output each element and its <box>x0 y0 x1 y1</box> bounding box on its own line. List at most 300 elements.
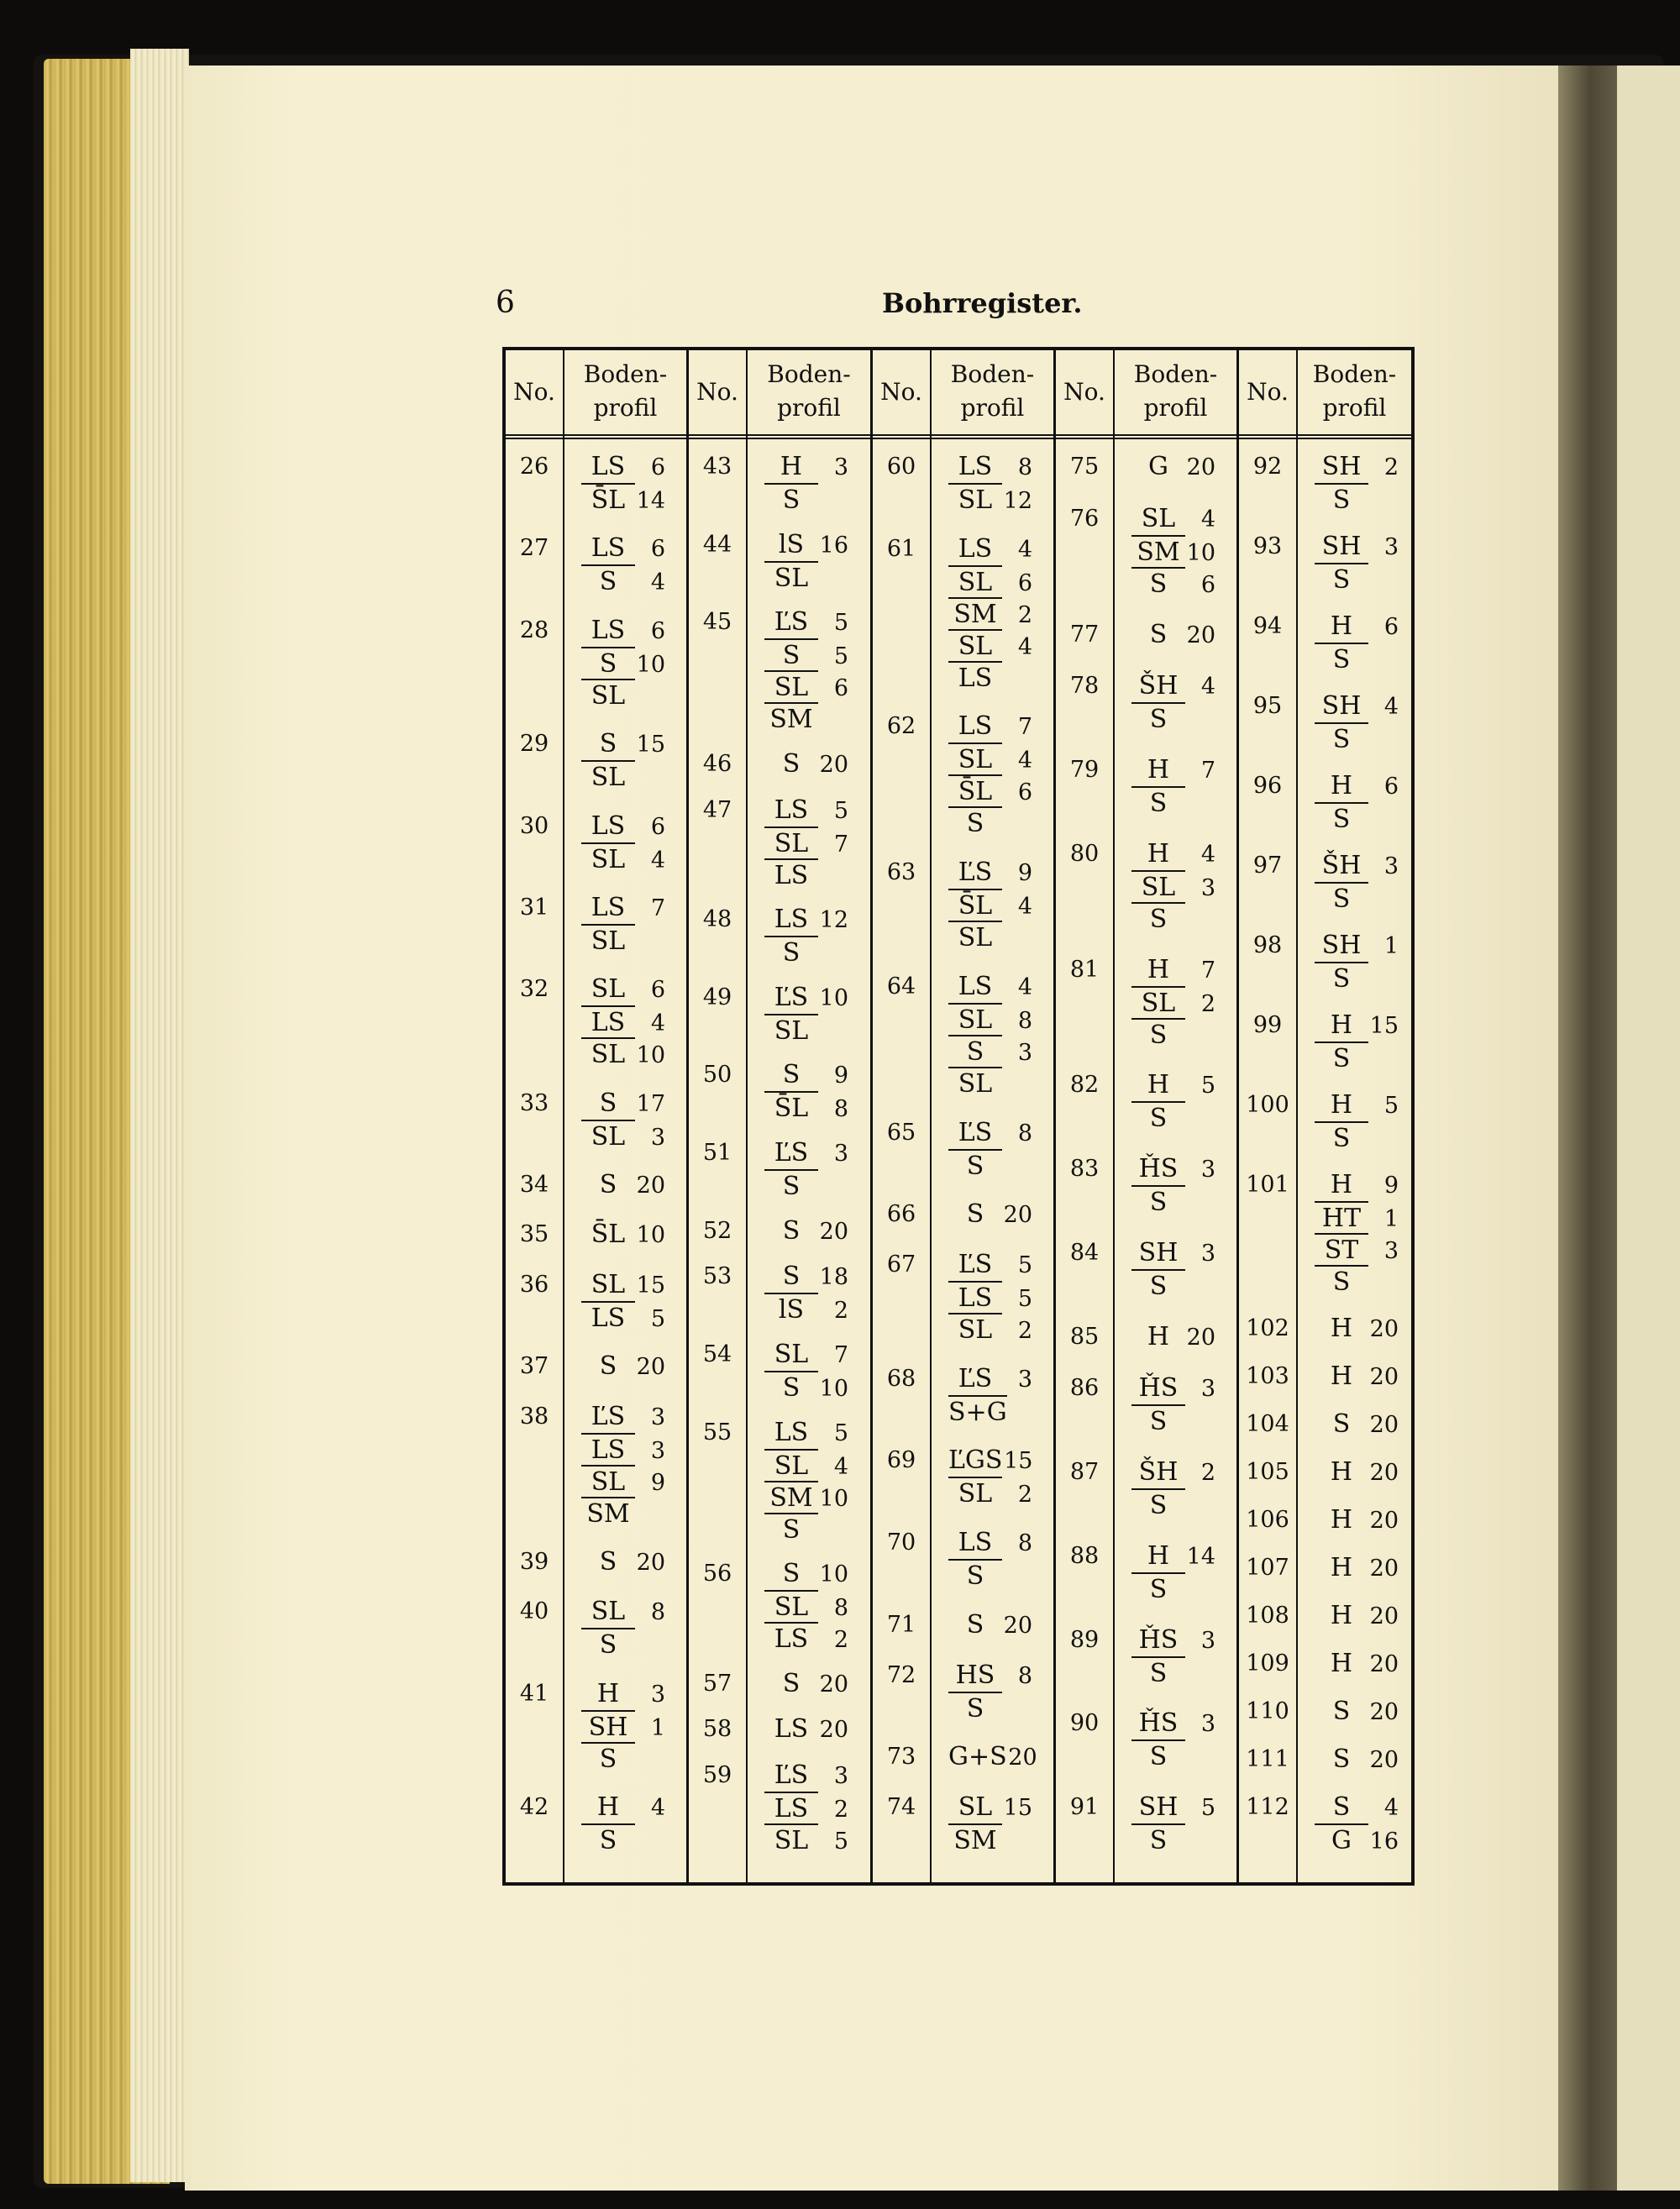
soil-profile <box>948 533 1032 693</box>
layer-code: S <box>1131 1572 1185 1606</box>
layer-code: S̄L <box>948 889 1002 922</box>
layer-thickness: 5 <box>1017 1286 1032 1312</box>
soil-layer <box>948 1692 1032 1724</box>
layer-thickness: 3 <box>1383 534 1399 560</box>
layer-code: LS <box>591 615 626 645</box>
layer-thickness: 4 <box>1017 973 1032 1000</box>
layer-code: H <box>1147 1540 1170 1571</box>
layer-code: LS <box>581 1005 635 1039</box>
layer-code: H <box>1147 1321 1170 1351</box>
soil-profile <box>948 1363 1037 1427</box>
register-entry <box>1239 1696 1411 1728</box>
register-entry <box>689 982 870 1046</box>
bore-number: 98 <box>1252 932 1283 958</box>
register-entry <box>506 1351 686 1383</box>
soil-profile <box>764 451 848 515</box>
bore-number: 49 <box>702 984 732 1010</box>
layer-code: S <box>1332 1409 1351 1439</box>
column-group-5 <box>1236 350 1411 1882</box>
layer-thickness: 18 <box>819 1264 848 1291</box>
layer-thickness: 6 <box>650 617 665 644</box>
layer-code: S <box>599 1088 617 1118</box>
layer-thickness: 20 <box>1369 1556 1399 1582</box>
header-double-rule <box>689 434 870 439</box>
layer-code: ŠH <box>1138 1457 1179 1487</box>
layer-code: S <box>1315 563 1368 596</box>
layer-thickness: 20 <box>819 1717 848 1744</box>
soil-layer <box>948 1199 1032 1230</box>
header-bodenprofil <box>1298 350 1411 433</box>
bore-number: 36 <box>519 1271 549 1298</box>
layer-code: S <box>1315 643 1368 676</box>
bore-number: 27 <box>519 535 549 562</box>
register-entry <box>689 451 870 515</box>
register-entry <box>1239 1504 1411 1536</box>
layer-code: SM <box>948 1823 1002 1857</box>
layer-thickness: 2 <box>833 1298 848 1325</box>
layer-thickness: 9 <box>833 1063 848 1089</box>
layer-code: S <box>599 1170 617 1199</box>
layer-code: SH <box>1138 1237 1179 1267</box>
soil-profile <box>764 1760 848 1855</box>
soil-profile <box>581 1088 665 1152</box>
header-profil-line2: profil <box>960 394 1025 422</box>
soil-layer <box>1315 611 1399 643</box>
bore-number: 87 <box>1069 1459 1100 1485</box>
layer-thickness: 6 <box>833 675 848 702</box>
soil-profile <box>1315 850 1399 914</box>
soil-layer <box>1131 1624 1215 1656</box>
bore-number: 108 <box>1246 1603 1289 1629</box>
soil-layer <box>1131 503 1215 535</box>
bore-number: 56 <box>702 1561 732 1587</box>
soil-profile <box>948 1609 1032 1641</box>
register-entry <box>873 1199 1053 1230</box>
bore-number: 103 <box>1246 1363 1289 1389</box>
soil-layer <box>1315 722 1399 754</box>
header-no: No. <box>1063 377 1105 406</box>
layer-thickness: 4 <box>1017 894 1032 921</box>
soil-layer <box>581 1678 665 1710</box>
soil-layer <box>1315 1552 1399 1584</box>
soil-layer <box>581 1792 665 1823</box>
register-entry <box>873 1527 1053 1591</box>
layer-code: SL <box>591 1597 626 1627</box>
layer-code: H <box>1330 1601 1353 1630</box>
header-profil-line2: profil <box>777 394 841 422</box>
register-entry <box>506 892 686 956</box>
soil-layer <box>581 973 665 1005</box>
bore-number: 97 <box>1252 853 1283 879</box>
layer-code: S <box>1131 1269 1185 1303</box>
soil-layer <box>948 1823 1032 1855</box>
soil-profile <box>1131 670 1215 734</box>
soil-layer <box>764 1293 848 1325</box>
soil-layer <box>764 606 848 638</box>
soil-layer <box>948 1477 1032 1509</box>
layer-thickness: 5 <box>833 797 848 824</box>
soil-layer <box>1315 1233 1399 1265</box>
layer-thickness: 6 <box>1017 569 1032 596</box>
column-group-1 <box>506 350 686 1882</box>
soil-layer <box>1131 838 1215 870</box>
register-entry <box>1239 1089 1411 1153</box>
soil-layer <box>948 1445 1032 1477</box>
soil-layer <box>948 1609 1032 1641</box>
soil-profile <box>1315 1504 1399 1536</box>
layer-thickness: 5 <box>1200 1073 1215 1099</box>
layer-code: S <box>599 1546 617 1577</box>
layer-code: SL <box>764 561 818 595</box>
register-entry <box>873 533 1053 693</box>
layer-thickness: 8 <box>1017 454 1032 480</box>
soil-layer <box>1131 1488 1215 1520</box>
layer-thickness: 8 <box>1017 1120 1032 1146</box>
soil-layer <box>948 806 1032 838</box>
layer-thickness: 20 <box>1186 1324 1215 1351</box>
layer-thickness: 10 <box>636 1042 665 1069</box>
soil-profile <box>1131 503 1215 599</box>
soil-profile <box>581 1678 665 1774</box>
soil-layer <box>764 1590 848 1622</box>
register-entry <box>506 811 686 874</box>
layer-code: SL <box>948 742 1002 776</box>
soil-layer <box>581 1351 665 1383</box>
register-entry <box>689 1713 870 1745</box>
register-entry <box>1056 838 1236 934</box>
soil-profile <box>1131 1372 1215 1436</box>
soil-layer <box>1131 1185 1215 1217</box>
layer-thickness: 7 <box>1017 714 1032 741</box>
soil-layer <box>1315 1010 1399 1042</box>
soil-layer <box>581 1219 665 1251</box>
layer-thickness: 2 <box>1017 1482 1032 1509</box>
layer-code: H <box>1147 755 1170 784</box>
soil-layer <box>764 1823 848 1855</box>
soil-layer <box>1131 1018 1215 1050</box>
bore-number: 76 <box>1069 505 1100 532</box>
layer-code: S <box>782 1668 801 1698</box>
bore-number: 73 <box>886 1744 916 1771</box>
layer-code: ȞS <box>1138 1708 1179 1739</box>
layer-thickness: 4 <box>650 1795 665 1821</box>
layer-thickness: 20 <box>1369 1699 1399 1725</box>
soil-layer <box>764 858 848 890</box>
layer-code: S <box>782 1262 801 1292</box>
layer-code: H <box>1330 1090 1353 1120</box>
layer-code: S <box>764 1169 818 1203</box>
layer-code: H <box>1330 1553 1353 1582</box>
layer-thickness: 3 <box>650 1437 665 1464</box>
soil-layer <box>581 728 665 760</box>
layer-code: S <box>948 1559 1002 1592</box>
soil-profile <box>1131 619 1215 651</box>
layer-code: SL <box>581 760 635 794</box>
layer-thickness: 6 <box>1200 571 1215 598</box>
soil-layer <box>581 647 665 679</box>
layer-thickness: 2 <box>1017 1318 1032 1344</box>
soil-layer <box>764 826 848 858</box>
layer-code: ĽS <box>774 607 809 638</box>
soil-profile <box>581 1596 665 1660</box>
layer-thickness: 3 <box>833 1141 848 1167</box>
layer-code: ĽS <box>774 1138 809 1167</box>
soil-layer <box>764 529 848 561</box>
soil-layer <box>1131 535 1215 567</box>
register-entry <box>506 1219 686 1251</box>
bore-number: 50 <box>702 1062 732 1089</box>
soil-layer <box>1315 1648 1399 1680</box>
soil-layer <box>581 1497 665 1529</box>
register-entry <box>689 1668 870 1700</box>
layer-code: SL <box>591 974 626 1005</box>
soil-layer <box>1315 770 1399 802</box>
layer-code: S <box>1332 1792 1351 1822</box>
layer-code: SH <box>1321 931 1362 960</box>
layer-thickness: 16 <box>1369 1829 1399 1855</box>
bore-number: 96 <box>1252 773 1283 799</box>
layer-thickness: 9 <box>1017 860 1032 887</box>
layer-code: S <box>1315 483 1368 517</box>
soil-layer <box>581 679 665 711</box>
register-entry <box>689 748 870 780</box>
register-entry <box>1056 1321 1236 1353</box>
bore-number: 43 <box>702 454 732 480</box>
soil-profile <box>764 904 848 968</box>
register-entry <box>1056 1624 1236 1688</box>
layer-code: SL <box>764 1590 818 1624</box>
layer-code: LS <box>581 1433 635 1467</box>
bore-number: 89 <box>1069 1626 1100 1653</box>
register-entry <box>1239 1456 1411 1488</box>
soil-layer <box>764 1261 848 1293</box>
bore-number: 75 <box>1069 454 1100 480</box>
layer-code: G <box>1315 1823 1368 1857</box>
soil-layer <box>764 451 848 483</box>
header-no: No. <box>696 377 738 406</box>
layer-code: S <box>1131 1488 1185 1522</box>
layer-code: S <box>599 1351 617 1382</box>
bore-number: 57 <box>702 1670 732 1697</box>
layer-code: SL <box>581 842 635 876</box>
layer-thickness: 3 <box>1200 1157 1215 1183</box>
soil-layer <box>1131 1708 1215 1739</box>
layer-thickness: 3 <box>1200 1627 1215 1654</box>
header-no: No. <box>513 377 555 406</box>
soil-profile <box>581 1401 665 1529</box>
layer-code: SM <box>581 1497 635 1530</box>
header-profil-line1: Boden- <box>583 360 668 388</box>
soil-profile <box>948 1445 1032 1509</box>
soil-profile <box>581 1269 665 1333</box>
bore-number: 41 <box>519 1680 549 1707</box>
soil-profile <box>1315 690 1399 754</box>
layer-code: ĽS <box>958 858 993 888</box>
soil-layer <box>948 1741 1037 1773</box>
layer-code: SH <box>1321 691 1362 721</box>
layer-thickness: 20 <box>819 1671 848 1697</box>
soil-layer <box>581 564 665 596</box>
soil-profile <box>1131 451 1215 483</box>
soil-layer <box>1315 1823 1399 1855</box>
bore-number: 107 <box>1246 1555 1289 1581</box>
layer-thickness: 7 <box>833 831 848 858</box>
layer-code: S <box>1332 1697 1351 1726</box>
layer-thickness: 6 <box>650 977 665 1004</box>
layer-code: S <box>581 1742 635 1776</box>
layer-thickness: 20 <box>636 1173 665 1199</box>
layer-code: SL <box>581 1120 635 1153</box>
layer-thickness: 20 <box>819 751 848 778</box>
register-entry <box>873 1741 1053 1773</box>
soil-layer <box>1131 1372 1215 1404</box>
layer-code: S̄L <box>581 483 635 517</box>
register-entry <box>1056 754 1236 818</box>
soil-layer <box>1315 1456 1399 1488</box>
layer-code: ȞS <box>1138 1373 1179 1404</box>
layer-thickness: 2 <box>1200 1460 1215 1486</box>
soil-layer <box>581 1628 665 1660</box>
layer-thickness: 2 <box>1383 454 1399 480</box>
register-entry <box>1239 690 1411 754</box>
layer-code: H <box>596 1678 620 1708</box>
bore-number: 81 <box>1069 956 1100 983</box>
register-entry <box>506 1269 686 1333</box>
soil-profile <box>1131 1708 1215 1771</box>
layer-code: SL <box>581 1037 635 1071</box>
soil-layer <box>1315 1169 1399 1201</box>
layer-thickness: 20 <box>1369 1747 1399 1773</box>
bore-number: 39 <box>519 1548 549 1575</box>
bore-number: 55 <box>702 1419 732 1446</box>
soil-layer <box>764 670 848 702</box>
layer-code: S <box>581 647 635 680</box>
soil-layer <box>948 742 1032 774</box>
layer-code: H <box>1330 1010 1353 1040</box>
soil-layer <box>948 1395 1037 1427</box>
layer-thickness: 20 <box>636 1354 665 1381</box>
soil-profile <box>1131 1069 1215 1133</box>
soil-profile <box>1315 1169 1399 1297</box>
layer-code: H <box>780 452 803 481</box>
header-no: No. <box>880 377 922 406</box>
layer-code: LS <box>774 1714 809 1745</box>
layer-thickness: 7 <box>1200 758 1215 784</box>
layer-code: LS <box>958 971 993 1001</box>
page-number: 6 <box>496 286 515 320</box>
soil-layer <box>1315 1744 1399 1776</box>
layer-code: ĽS <box>774 982 809 1012</box>
register-entry <box>689 1558 870 1654</box>
layer-thickness: 8 <box>833 1096 848 1123</box>
layer-code: S̄L <box>948 774 1002 808</box>
register-entry <box>689 904 870 968</box>
soil-layer <box>1315 802 1399 834</box>
layer-code: SL <box>581 924 635 958</box>
soil-profile <box>581 451 665 515</box>
bore-number: 28 <box>519 617 549 643</box>
soil-layer <box>764 795 848 826</box>
soil-profile <box>1131 1153 1215 1217</box>
layer-code: S <box>599 729 617 759</box>
layer-code: SL <box>948 921 1002 954</box>
bore-number: 90 <box>1069 1710 1100 1737</box>
layer-code: SL <box>948 1313 1002 1346</box>
soil-layer <box>581 1401 665 1433</box>
bore-number: 61 <box>886 535 916 562</box>
facing-page-edge <box>1617 66 1680 2191</box>
soil-layer <box>764 1014 848 1046</box>
soil-layer <box>581 1465 665 1497</box>
soil-profile <box>581 533 665 596</box>
layer-code: S <box>764 1371 818 1404</box>
layer-code: LS <box>591 811 626 841</box>
register-entry <box>1239 1010 1411 1073</box>
register-entry <box>506 533 686 596</box>
layer-code: S <box>1131 1739 1185 1773</box>
layer-thickness: 15 <box>1003 1795 1032 1821</box>
layer-thickness: 4 <box>650 847 665 874</box>
register-entry <box>506 1546 686 1578</box>
register-entry <box>689 1417 870 1545</box>
soil-profile <box>948 1117 1032 1181</box>
soil-layer <box>1315 962 1399 994</box>
layer-thickness: 4 <box>1383 1795 1399 1821</box>
register-entry <box>1239 1600 1411 1632</box>
header-bodenprofil <box>932 350 1053 433</box>
bore-number: 69 <box>886 1447 916 1474</box>
register-entry <box>506 1792 686 1855</box>
soil-profile <box>581 973 665 1069</box>
layer-thickness: 4 <box>650 1010 665 1037</box>
layer-code: SL <box>948 1067 1002 1100</box>
layer-code: SH <box>1138 1792 1179 1822</box>
soil-layer <box>948 857 1032 889</box>
soil-layer <box>948 711 1032 742</box>
soil-profile <box>581 728 665 792</box>
layer-code: SH <box>1321 452 1362 481</box>
layer-code: ŠH <box>1321 851 1362 880</box>
bore-number: 105 <box>1246 1459 1289 1485</box>
soil-profile <box>948 451 1032 515</box>
soil-profile <box>581 1546 665 1578</box>
soil-profile <box>1131 1237 1215 1301</box>
layer-thickness: 10 <box>1186 539 1215 566</box>
bore-number: 100 <box>1246 1092 1289 1118</box>
header-profil-line1: Boden- <box>1133 360 1218 388</box>
soil-layer <box>1131 986 1215 1018</box>
soil-layer <box>1131 754 1215 786</box>
layer-code: SL <box>948 1003 1002 1036</box>
layer-thickness: 7 <box>1200 957 1215 984</box>
soil-profile <box>1315 770 1399 834</box>
soil-layer <box>1315 1042 1399 1073</box>
register-entry <box>873 1445 1053 1509</box>
soil-profile <box>948 711 1032 838</box>
register-entry <box>1239 1552 1411 1584</box>
register-entry <box>1056 1069 1236 1133</box>
layer-code: SH <box>1321 532 1362 561</box>
layer-code: S <box>948 806 1002 840</box>
register-entry <box>689 1215 870 1247</box>
soil-layer <box>764 1792 848 1823</box>
layer-thickness: 10 <box>636 651 665 678</box>
soil-layer <box>581 811 665 842</box>
layer-code: S <box>1315 1265 1368 1299</box>
layer-code: S <box>1131 1018 1185 1052</box>
layer-code: SL <box>1131 986 1185 1020</box>
layer-code: S <box>581 564 635 598</box>
